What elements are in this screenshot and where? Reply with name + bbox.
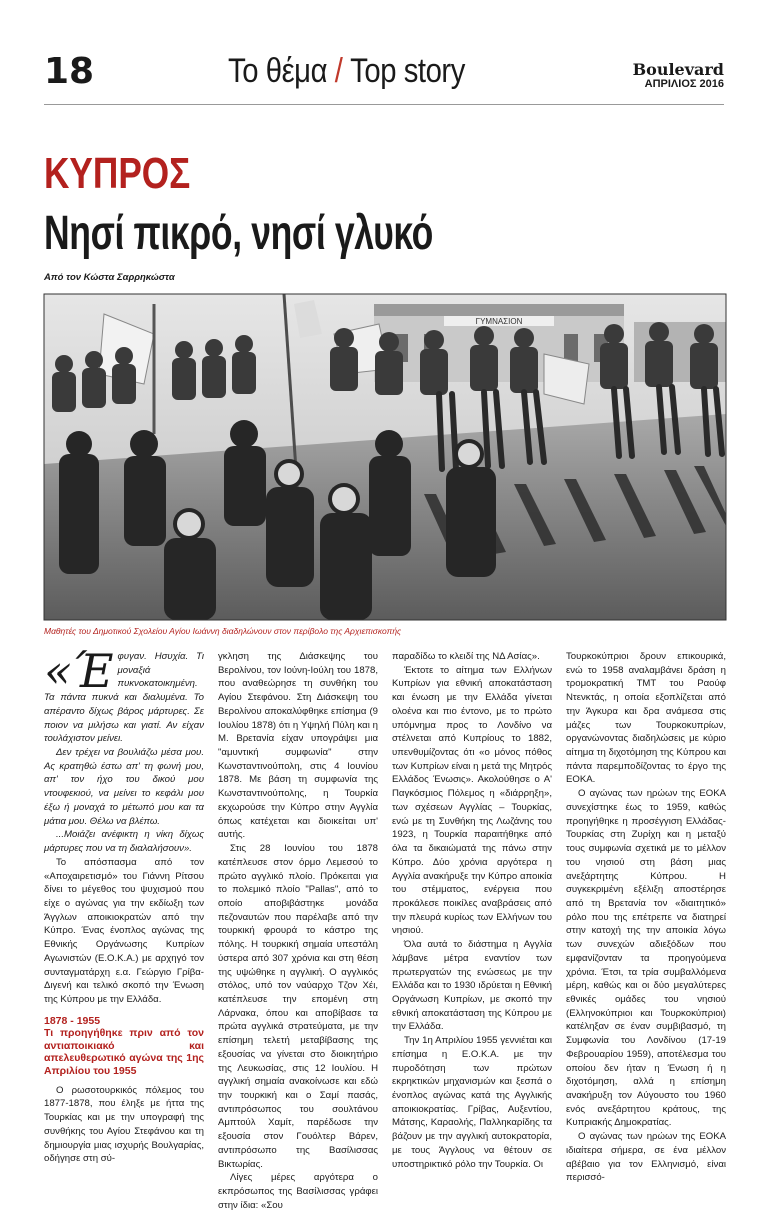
article-paragraph: Ο ρωσοτουρκικός πόλεμος του 1877-1878, που έληξε με ήττα της Τουρκίας και με την υπογραφή της συνθήκης του Αγίου Στεφάνου και τη δημιουργία μιας ισχυρής Βουλγαρίας, οδήγησε στη σύ- [44, 1084, 204, 1165]
article-column-2 [218, 650, 378, 1211]
article-paragraph: Το απόσπασμα από τον «Αποχαιρετισμό» του Γιάννη Ρίτσου δίνει το μέγεθος του ψυχισμού που είχε ο αγώνας για την εκδίωξη των Άγγλων αποικιοκρατών από την Κύπρο. Ένας ένοπλος αγώνας της Εθνικής Οργάνωσης Κυπρίων Αγωνιστών (Ε.Ο.Κ.Α.) με αρχηγό τον συνταγματάρχη ε.α. Γεώργιο Γρίβα-Διγενή και τελικό σκοπό την Ένωση της Κύπρου με την Ελλάδα. [44, 856, 204, 1005]
section-title-separator: / [334, 52, 343, 90]
quote-part-3: ...Μοιάζει ανέφικτη η νίκη δίχως μάρτυρες που να τη διαλαλήσουν». [44, 829, 204, 855]
article-paragraph: Ο αγώνας των ηρώων της ΕΟΚΑ ιδιαίτερα σήμερα, σε ένα μέλλον αβέβαιο για τον Ελληνισμό, είναι περισσό- [566, 1131, 726, 1184]
section-title-greek: Το θέμα [228, 52, 328, 90]
article-paragraph: Την 1η Απριλίου 1955 γεννιέται και επίσημα η Ε.Ο.Κ.Α. με την πυροδότηση των πρώτων εκρηκτικών μηχανισμών και ξεσπά ο ένοπλος αγώνας κατά της Αγγλικής αποικιοκρατίας. Γρίβας, Αυξεντίου, Μάτσης, Καραολής, Παλληκαρίδης τα βάζουν με την αγγλική αυτοκρατορία, με τους Άγγλους να θέτουν σε υποστηρικτικό ρόλο την Τουρκία. Οι [392, 1035, 552, 1170]
header-divider [44, 104, 724, 105]
photo-caption: Μαθητές του Δημοτικού Σχολείου Αγίου Ιωάννη διαδηλώνουν στον περίβολο της Αρχιεπισκοπής [44, 626, 402, 636]
article-paragraph: Τουρκοκύπριοι δρουν επικουρικά, ενώ το 1958 αναλαμβάνει δράση η τρομοκρατική ΤΜΤ του Ραούφ Ντενκτάς, η οποία εξοπλίζεται από την Άγκυρα και δρα ανάμεσα στις μάζες των Τουρκοκυπρίων, οργανώνοντας διαδηλώσεις με κύριο αίτημα τη διχοτόμηση της Κύπρου και πάντα παρεμποδίζοντας το έργο της ΕΟΚΑ. [566, 651, 726, 786]
article-paragraph: Όλα αυτά το διάστημα η Αγγλία λάμβανε μέτρα εναντίον των πρωτεργατών της ενώσεως με την Ελλάδα και το 1930 ιδρύεται η Εθνική Οργάνωση Κυπρίων, με σκοπό την εθνική αποκατάσταση της Κύπρου με την Ελλάδα. [392, 939, 552, 1033]
magazine-brand: Boulevard [632, 60, 724, 79]
photo-illustration [44, 294, 726, 620]
section-title [228, 54, 465, 88]
article-headline: Νησί πικρό, νησί γλυκό [44, 207, 433, 260]
article-byline: Από τον Κώστα Σαρρηκώστα [44, 272, 175, 283]
article-opening-quote [44, 644, 204, 746]
subhead-title: Τι προηγήθηκε πριν από τον αντιαποικιακό και απελευθερωτικό αγώνα της 1ης Απριλίου του 1955 [44, 1027, 204, 1078]
article-column-3 [392, 650, 552, 1170]
article-paragraph: Λίγες μέρες αργότερα ο εκπρόσωπος της Βασίλισσας γράφει στην ίδια: «Σου [218, 1172, 378, 1211]
page-number: 18 [44, 51, 95, 92]
article-paragraph: Έκτοτε το αίτημα των Ελλήνων Κυπρίων για εθνική αποκατάσταση και ένωση με την Ελλάδα γίνεται ολοένα και πιο έντονο, με το πρώτο υπόμνημα προς το Λονδίνο να στέλνεται από Κυπρίους το 1882, υπενθυμίζοντας ότι «ο μόνος πόθος των Κυπρίων είναι η μετά της Μητρός Ελλάδος Ένωσις». Ακολούθησε ο Α' Παγκόσμιος Πόλεμος η «διάρρηξη», των σχέσεων Αγγλίας – Τουρκίας, ενώ με τη Συνθήκη της Λωζάνης του 1923, η Τουρκία παραιτήθηκε από όλα τα δικαιώματά της πάνω στην Κύπρο. Δύο χρόνια αργότερα η Αγγλία ανακήρυξε την Κύπρο αποικία του στέμματος, ενέργεια που προκάλεσε ποικίλες αναβράσεις από την πλευρά κυρίως των Ελλήνων του νησιού. [392, 664, 552, 937]
article-photo [44, 294, 726, 620]
article-column-1 [44, 644, 204, 1165]
article-column-4 [566, 650, 726, 1184]
subhead-date: 1878 - 1955 [44, 1014, 101, 1027]
article-paragraph: παραδίδω το κλειδί της ΝΔ Ασίας». [392, 651, 540, 662]
dropcap: «Έ [44, 644, 114, 698]
photo-building-sign: ΓΥΜΝΑΣΙΟΝ [475, 317, 523, 326]
quote-part-2: Δεν τρέχει να βουλιάζω μέσα μου. Ας κρατηθώ έστω απ' τη φωνή μου, απ' τον ήχο του δικού μου ντουφεκιού, να μείνει το κεφάλι μου έξω ή μοναχά το μέτωπό μου και τα μάτια μου. Θέλω να βλέπω. [44, 747, 204, 827]
article-body [44, 644, 726, 1211]
article-paragraph: Ο αγώνας των ηρώων της ΕΟΚΑ συνεχίστηκε έως το 1959, καθώς προηγήθηκε η προσέγγιση Ελλάδας-Τουρκίας στη Ζυρίχη και η μεταξύ τους συμφωνία σχετικά με το μέλλον του νησιού στη βάση μιας ανεξάρτητης Κύπρου. Η συγκεκριμένη εξέλιξη αποστέρησε από τη Βρετανία τον «διαιτητικό» ρόλο που της επέτρεπε να διατηρεί στην κατοχή της την αποικία λόγω των συνεχών αδιεξόδων που εμφανίζονταν τα προηγούμενα χρόνια. Έτσι, τα τρία συμβαλλόμενα μέρη, καθώς και οι δύο μεγαλύτερες εθνικές ομάδες του νησιού (Ελληνοκύπριοι και Τουρκοκύπριοι) κατέληξαν σε έναν συμβιβασμό, τη Συμφωνία του Λονδίνου (17-19 Φεβρουαρίου 1959), αποτέλεσμα του οποίου δεν ήταν η Ένωση ή η διχοτόμηση, αλλά η επίσημη ανακήρυξη τον Αύγουστο του 1960 ενός ανεξάρτητου κράτους, της Κυπριακής Δημοκρατίας. [566, 788, 726, 1129]
article-paragraph: γκληση της Διάσκεψης του Βερολίνου, τον Ιούνη-Ιούλη του 1878, που αναθεώρησε τη συνθήκη του Αγίου Στεφάνου. Στη Διάσκεψη του Βερολίνου αποκαλύφθηκε επίσημα (9 Ιουλίου 1878) ότι η Υψηλή Πύλη και η Μ. Βρετανία είχαν υπογράψει μια "αμυντική συμφωνία" στην Κωνσταντινούπολη, στις 4 Ιουνίου 1878. Με βάση τη συμφωνία της Κωνσταντινούπολης, η Τουρκία εκχωρούσε την Κύπρο στην Αγγλία όπως κατέχεται και διοικείται υπ' αυτής. [218, 651, 378, 841]
quote-part-1: φυγαν. Ησυχία. Τι μοναξιά πυκνοκατοικημένη. Τα πάντα πυκνά και διαλυμένα. Το απέραντο δίχως βάρος μάρτυρες. Σε ποιον να μιλήσω και γιατί. Αν είχαν τουλάχιστον μείνει. [44, 651, 204, 745]
article-kicker: ΚΥΠΡΟΣ [44, 149, 191, 198]
article-paragraph: Στις 28 Ιουνίου του 1878 κατέπλευσε στον όρμο Λεμεσού το πρώτο αγγλικό πλοίο. Πρόκειται για το πολεμικό πλοίο "Pallas", από το οποίο αποβιβάστηκε μονάδα πεζοναυτών που παρέλαβε από την τουρκική φρουρά το κάστρο της πόλης. Η τουρκική σημαία υπεστάλη ύστερα από 307 χρόνια και στη θέση της υψώθηκε η αγγλική. Ο αγγλικός στόλος, υπό τον ναύαρχο Τζον Χέι, κατέπλευσε την επομένη στη Λάρνακα, όπου και αποβίβασε τα πρώτα αγγλικά στρατεύματα, με την επίσημη τελετή μεταβίβασης της εξουσίας να γίνεται στο διοικητήριο της Λευκωσίας, στις 12 Ιουλίου. Η αγγλική σημαία ανακοίνωσε και εδώ την τουρκική και ο Σαμί πασάς, αντιπρόσωπος του σουλτάνου Αμπτούλ Χαμίτ, παρέδωσε την εξουσία στον Γουόλτερ Βάρεν, αντιπρόσωπο της Βασίλισσας Βικτωρίας. [218, 843, 378, 1170]
section-title-english: Top story [350, 52, 465, 90]
masthead [633, 62, 724, 91]
issue-date: ΑΠΡΙΛΙΟΣ 2016 [644, 78, 724, 90]
